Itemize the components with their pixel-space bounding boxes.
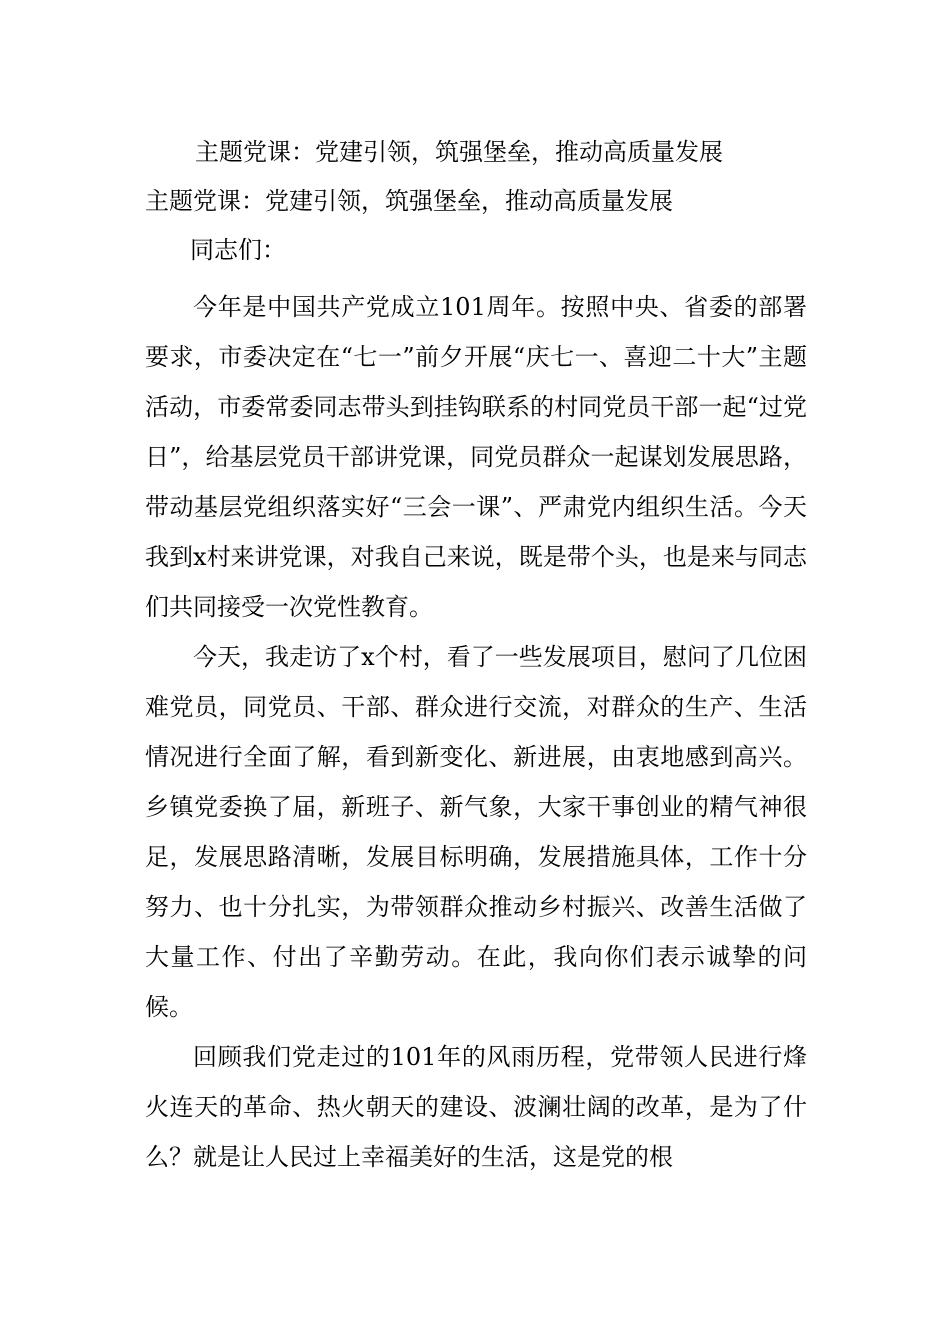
body-text — [145, 282, 807, 1182]
paragraph-2: 今天，我走访了x个村，看了一些发展项目，慰问了几位困难党员，同党员、干部、群众进行交流，对群众的生产、生活情况进行全面了解，看到新变化、新进展，由衷地感到高兴。乡镇党委换了届，新班子、新气象，大家干事创业的精气神很足，发展思路清晰，发展目标明确，发展措施具体，工作十分努力、也十分扎实，为带领群众推动乡村振兴、改善生活做了大量工作、付出了辛勤劳动。在此，我向你们表示诚挚的问候。 — [145, 643, 807, 1021]
paragraph-1: 今年是中国共产党成立101周年。按照中央、省委的部署要求，市委决定在“七一”前夕开展“庆七一、喜迎二十大”主题活动，市委常委同志带头到挂钩联系的村同党员干部一起“过党日”，给基层党员干部讲党课，同党员群众一起谋划发展思路，带动基层党组织落实好“三会一课”、严肃党内组织生活。今天我到x村来讲党课，对我自己来说，既是带个头，也是来与同志们共同接受一次党性教育。 — [145, 293, 807, 621]
document-title-centered: 主题党课：党建引领，筑强堡垒，推动高质量发展 — [195, 138, 723, 166]
paragraph-3: 回顾我们党走过的101年的风雨历程，党带领人民进行烽火连天的革命、热火朝天的建设、波澜壮阔的改革，是为了什么？就是让人民过上幸福美好的生活，这是党的根 — [145, 1043, 807, 1171]
salutation: 同志们： — [190, 236, 286, 264]
document-title-left: 主题党课：党建引领，筑强堡垒，推动高质量发展 — [145, 187, 673, 215]
